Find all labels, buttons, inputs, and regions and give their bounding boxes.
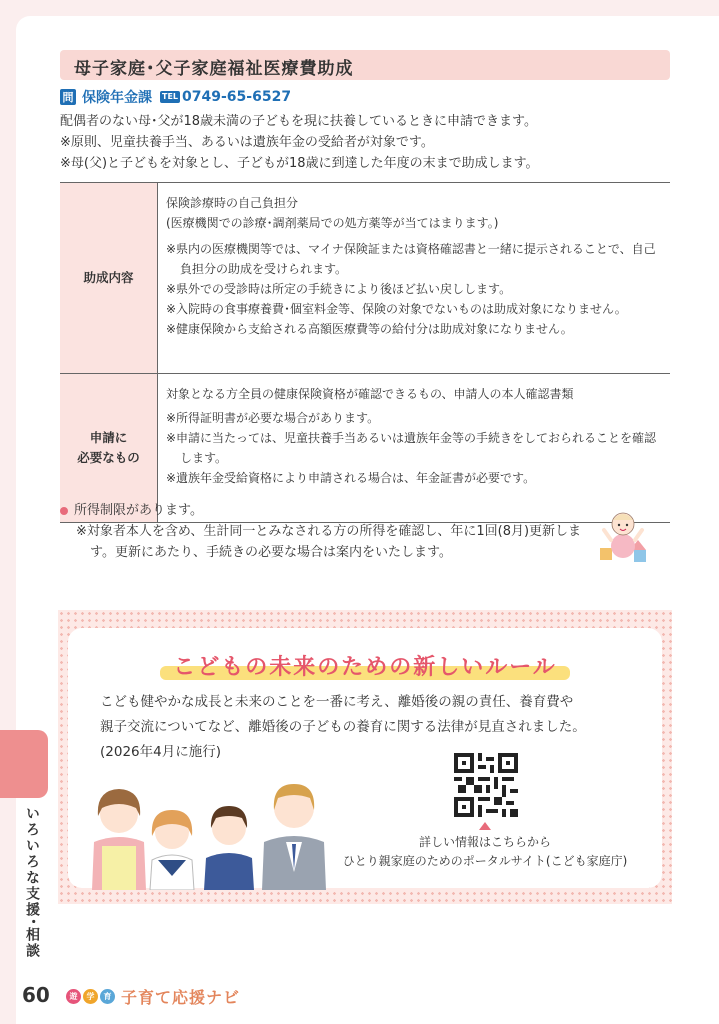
rule-title: こどもの未来のための新しいルール (173, 655, 557, 680)
content-note: ※県内の医療機関等では、マイナ保険証または資格確認書と一緒に提示されることで、自己負担分の助成を受けられます。 (166, 242, 656, 276)
pointer-triangle-icon (479, 822, 491, 830)
rule-body (100, 690, 660, 765)
qr-code-icon[interactable] (454, 753, 518, 817)
section-title-bar (60, 50, 670, 80)
header-line: 申請に (89, 430, 128, 445)
qr-caption-line: 詳しい情報はこちらから (418, 835, 551, 849)
content-note: ※入院時の食事療養費･個室料金等、保険の対象でないものは助成対象になりません。 (166, 302, 627, 316)
benefit-table (60, 182, 670, 523)
intro-line: 配偶者のない母･父が18歳未満の子どもを現に扶養しているときに申請できます。 (60, 114, 538, 129)
header-line: 必要なもの (77, 450, 140, 465)
side-section-label: いろいろな支援･相談 (24, 806, 40, 959)
content-note: ※県外での受診時は所定の手続きにより後ほど払い戻しします。 (166, 282, 512, 296)
table-row (60, 183, 670, 374)
footer-brand (66, 985, 240, 1008)
learn-badge-icon: 学 (83, 989, 98, 1004)
qr-caption-link[interactable]: ひとり親家庭のためのポータルサイト(こども家庭庁) (342, 854, 628, 868)
income-bullet-text: 所得制限があります。 (74, 503, 203, 518)
content-note: ※健康保険から支給される高額医療費等の給付分は助成対象になりません。 (166, 322, 573, 336)
rule-line: (2026年4月に施行) (100, 744, 221, 760)
rule-line: 親子交流についてなど、離婚後の子どもの養育に関する法律が見直されました。 (100, 719, 586, 735)
income-limit-block (60, 500, 600, 563)
qr-caption (330, 833, 640, 871)
content-line: (医療機関での診療･調剤薬局での処方薬等が当てはまります。) (166, 216, 499, 230)
rule-heading (160, 650, 570, 682)
side-index-tab[interactable] (0, 730, 48, 798)
phone-number[interactable]: 0749-65-6527 (182, 89, 292, 105)
content-note: ※所得証明書が必要な場合があります。 (166, 411, 380, 425)
page-number: 60 (22, 983, 50, 1007)
content-line: 保険診療時の自己負担分 (166, 196, 299, 210)
raise-badge-icon: 育 (100, 989, 115, 1004)
intro-text (60, 111, 680, 174)
rule-line: こども健やかな成長と未来のことを一番に考え、離婚後の親の責任、養育費や (100, 694, 574, 710)
inquiry-mark-icon: 問 (60, 89, 76, 105)
income-bullet (60, 500, 600, 521)
contact-row (60, 87, 291, 107)
play-badge-icon: 遊 (66, 989, 81, 1004)
tel-icon: TEL (162, 92, 179, 101)
footer-title: 子育て応援ナビ (121, 988, 241, 1007)
baby-illustration-icon (598, 502, 650, 568)
section-title: 母子家庭･父子家庭福祉医療費助成 (74, 59, 354, 79)
row-content-benefit (158, 183, 671, 374)
row-header-benefit: 助成内容 (60, 183, 158, 374)
income-note: ※対象者本人を含め、生計同一とみなされる方の所得を確認し、年に1回(8月)更新します。更新にあたり、手続きの必要な場合は案内をいたします。 (76, 524, 582, 560)
intro-line: ※母(父)と子どもを対象とし、子どもが18歳に到達した年度の末まで助成します。 (60, 156, 539, 171)
content-note: ※申請に当たっては、児童扶養手当あるいは遺族年金等の手続きをしておられることを確認します。 (166, 431, 657, 465)
content-line: 対象となる方全員の健康保険資格が確認できるもの、申請人の本人確認書類 (166, 387, 574, 401)
intro-line: ※原則、児童扶養手当、あるいは遺族年金の受給者が対象です。 (60, 135, 434, 150)
bullet-dot-icon (60, 507, 68, 515)
family-illustration-icon (84, 772, 344, 890)
department-name: 保険年金課 (82, 90, 152, 106)
content-note: ※遺族年金受給資格により申請される場合は、年金証書が必要です。 (166, 471, 536, 485)
